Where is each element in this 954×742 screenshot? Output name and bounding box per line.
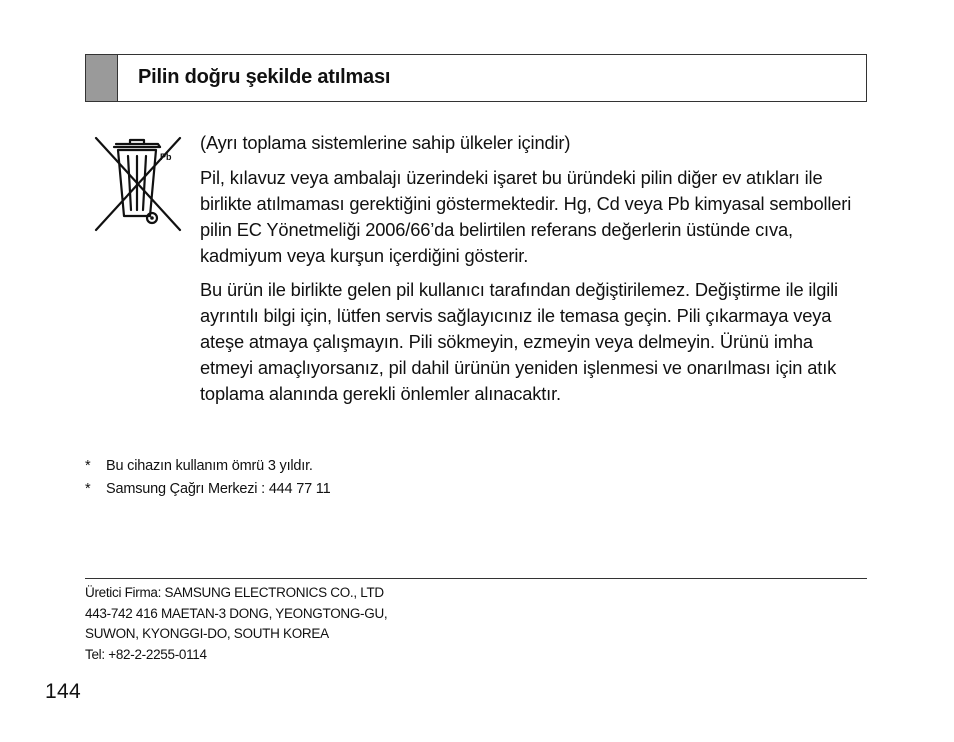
disposal-paragraph-1: Pil, kılavuz veya ambalajı üzerindeki işaret bu üründeki pilin diğer ev atıkları ile birlikte atılmaması gerektiğini göstermektedir. Hg, Cd veya Pb kimyasal sembolleri pilin EC Yönetmeliği 2006/66’da belirtilen referans değerlerin üstünde cıva, kadmiyum veya kurşun içerdiğini gösterir. [200, 167, 852, 266]
page-number: 144 [45, 680, 81, 703]
footnote-text: Samsung Çağrı Merkezi : 444 77 11 [106, 481, 331, 497]
footnote-call-center [85, 478, 330, 501]
manufacturer-info [85, 583, 387, 665]
crossed-out-wheeled-bin-icon [92, 134, 184, 234]
footnote-text: Bu cihazın kullanım ömrü 3 yıldır. [106, 458, 313, 474]
manufacturer-name: Üretici Firma: SAMSUNG ELECTRONICS CO., LTD [85, 585, 384, 600]
manufacturer-phone: Tel: +82-2-2255-0114 [85, 646, 207, 662]
footnote-marker: * [85, 481, 91, 497]
section-title: Pilin doğru şekilde atılması [138, 66, 391, 88]
footer-divider [85, 578, 867, 579]
bin-chemical-label: Pb [160, 152, 172, 162]
footnote-lifetime [85, 455, 330, 478]
footnote-marker: * [85, 458, 91, 474]
applicability-note: (Ayrı toplama sistemlerine sahip ülkeler içindir) [200, 132, 571, 153]
disposal-paragraph-2: Bu ürün ile birlikte gelen pil kullanıcı tarafından değiştirilemez. Değiştirme ile ilgili ayrıntılı bilgi için, lütfen servis sağlayıcınız ile temasa geçin. Pili çıkarmaya veya ateşe atmaya çalışmayın. Pili sökmeyin, ezmeyin veya delmeyin. Ürünü imha etmeyi amaçlıyorsanız, pil dahil ürünün yeniden işlenmesi ve onarılması için atık toplama alanında gerekli önlemler alınacaktır. [200, 279, 838, 404]
section-header [85, 54, 867, 102]
manufacturer-address-2: SUWON, KYONGGI-DO, SOUTH KOREA [85, 626, 329, 641]
section-header-marker [86, 55, 118, 101]
disposal-text [200, 130, 865, 415]
manufacturer-address-1: 443-742 416 MAETAN-3 DONG, YEONGTONG-GU, [85, 605, 388, 621]
footnotes [85, 455, 330, 501]
